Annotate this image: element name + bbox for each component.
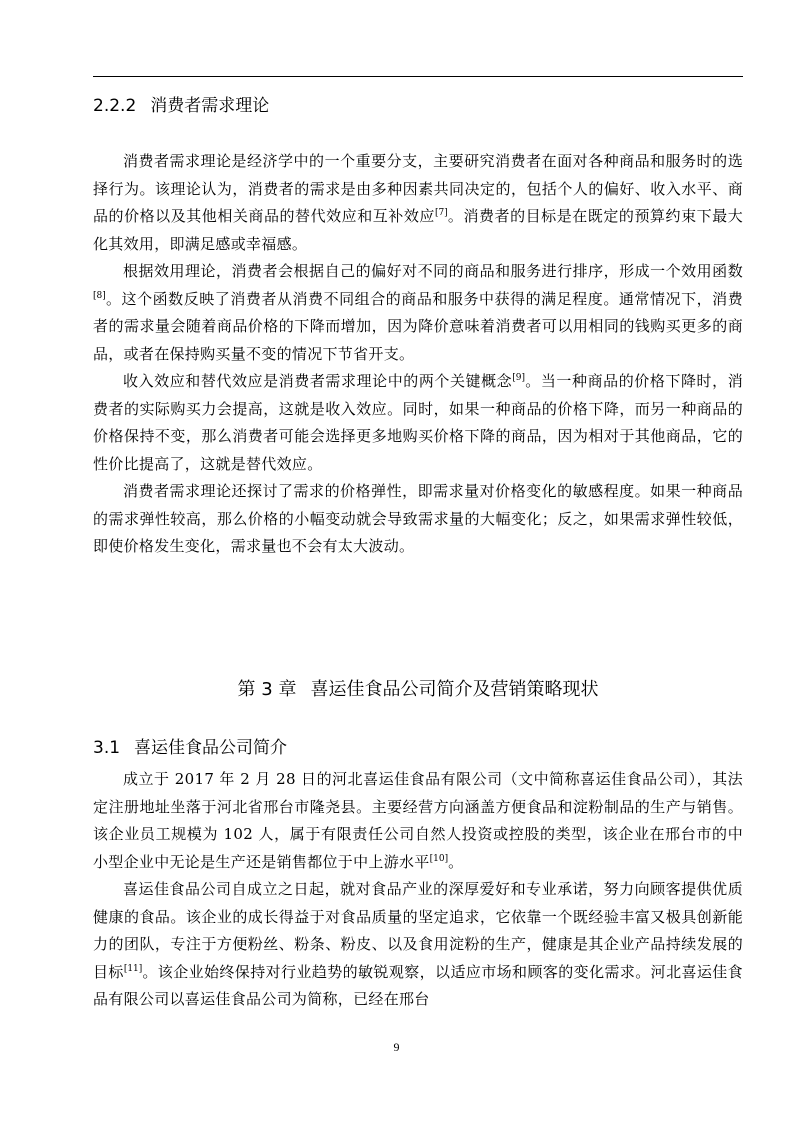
citation-ref: [7] bbox=[434, 208, 448, 218]
paragraph-text: 消费者需求理论还探讨了需求的价格弹性，即需求量对价格变化的敏感程度。如果一种商品的需求弹性较高，那么价格的小幅变动就会导致需求量的大幅变化；反之，如果需求弹性较低，即使价格发生变化，需求量也不会有太大波动。 bbox=[93, 482, 743, 555]
citation-ref: [10] bbox=[429, 853, 449, 864]
section-body-3-1 bbox=[93, 766, 743, 1014]
section-body-2-2-2 bbox=[93, 148, 743, 561]
citation-ref: [9] bbox=[512, 373, 526, 383]
section-title: 喜运佳食品公司简介 bbox=[134, 738, 288, 758]
paragraph bbox=[93, 478, 743, 561]
header-rule bbox=[93, 76, 743, 77]
paragraph bbox=[93, 876, 743, 1014]
paragraph bbox=[93, 766, 743, 876]
section-heading-2-2-2 bbox=[93, 94, 269, 118]
paragraph-text: 。 bbox=[448, 852, 464, 871]
citation-ref: [8] bbox=[93, 290, 106, 301]
paragraph-text: 。该企业始终保持对行业趋势的敏锐观察，以适应市场和顾客的变化需求。河北喜运佳食品有限公司以喜运佳食品公司为简称，已经在邢台 bbox=[93, 962, 743, 1008]
paragraph-text: 收入效应和替代效应是消费者需求理论中的两个关键概念 bbox=[123, 372, 513, 390]
paragraph-text: 消费者需求理论是经济学中的一个重要分支，主要研究消费者在面对各种商品和服务时的选择行为。该理论认为，消费者的需求是由多种因素共同决定的，包括个人的偏好、收入水平、商品的价格以及其他相关商品的替代效应和互补效应 bbox=[93, 152, 743, 225]
paragraph-text: 。当一种商品的价格下降时，消费者的实际购买力会提高，这就是收入效应。同时，如果一种商品的价格下降，而另一种商品的价格保持不变，那么消费者可能会选择更多地购买价格下降的商品，因为相对于其他商品，它的性价比提高了，这就是替代效应。 bbox=[93, 372, 743, 473]
chapter-number: 第 3 章 bbox=[237, 679, 297, 700]
section-heading-3-1 bbox=[93, 736, 287, 760]
paragraph-text: 喜运佳食品公司自成立之日起，就对食品产业的深厚爱好和专业承诺，努力向顾客提供优质健康的食品。该企业的成长得益于对食品质量的坚定追求，它依靠一个既经验丰富又极具创新能力的团队，专注于方便粉丝、粉条、粉皮、以及食用淀粉的生产，健康是其企业产品持续发展的目标 bbox=[93, 880, 743, 981]
paragraph bbox=[93, 258, 743, 368]
section-number: 3.1 bbox=[93, 738, 121, 758]
paragraph-text: 根据效用理论，消费者会根据自己的偏好对不同的商品和服务进行排序，形成一个效用函数 bbox=[123, 262, 743, 280]
paragraph-text: 。消费者的目标是在既定的预算约束下最大化其效用，即满足感或幸福感。 bbox=[93, 207, 743, 253]
paragraph-text: 成立于 2017 年 2 月 28 日的河北喜运佳食品有限公司（文中简称喜运佳食品公司），其法定注册地址坐落于河北省邢台市隆尧县。主要经营方向涵盖方便食品和淀粉制品的生产与销售。该企业员工规模为 102 人，属于有限责任公司自然人投资或控股的类型，该企业在邢台市的中小型企业中无论是生产还是销售都位于中上游水平 bbox=[93, 770, 743, 871]
paragraph bbox=[93, 148, 743, 258]
chapter-heading bbox=[93, 677, 743, 703]
paragraph-text: 。这个函数反映了消费者从消费不同组合的商品和服务中获得的满足程度。通常情况下，消费者的需求量会随着商品价格的下降而增加，因为降价意味着消费者可以用相同的钱购买更多的商品，或者在保持购买量不变的情况下节省开支。 bbox=[93, 289, 743, 363]
chapter-title: 喜运佳食品公司简介及营销策略现状 bbox=[310, 679, 599, 700]
page-number: 9 bbox=[393, 1040, 400, 1054]
section-title: 消费者需求理论 bbox=[150, 96, 270, 116]
paragraph bbox=[93, 368, 743, 478]
section-number: 2.2.2 bbox=[93, 96, 137, 116]
citation-ref: [11] bbox=[123, 963, 143, 974]
